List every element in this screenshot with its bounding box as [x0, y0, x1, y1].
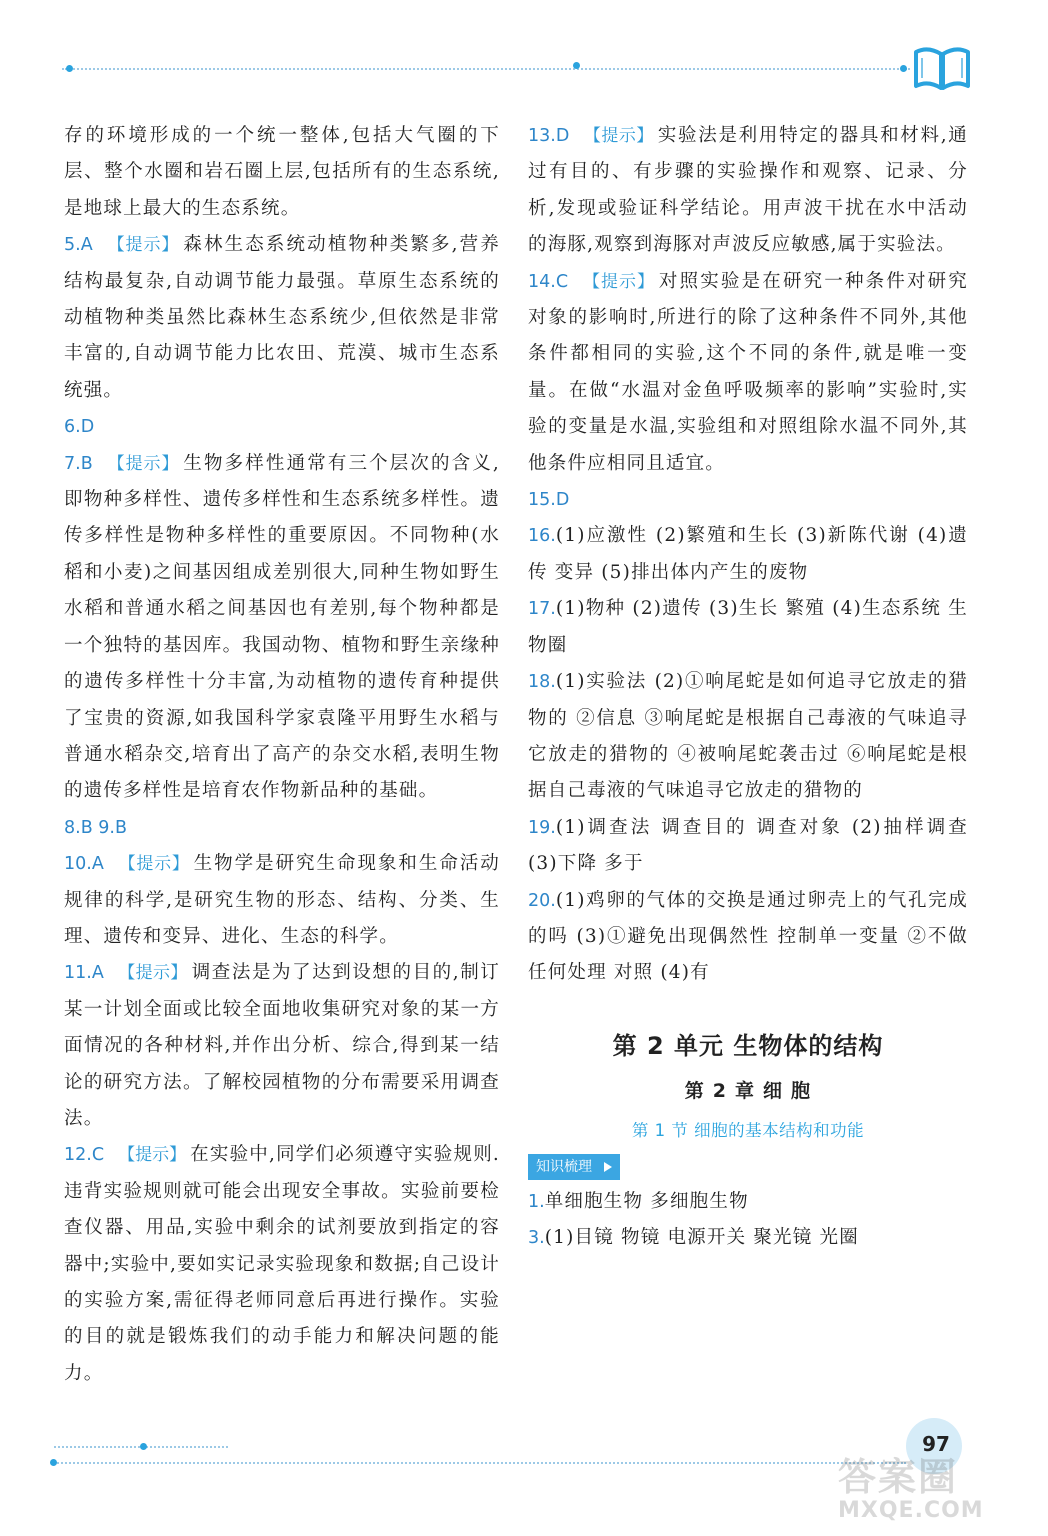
answer-item — [528, 264, 968, 482]
watermark-bottom: MXQE.COM — [838, 1498, 984, 1523]
header-rule — [62, 68, 910, 70]
knowledge-badge — [528, 1154, 620, 1180]
header-dot — [66, 65, 73, 72]
question-number: 8.B 9.B — [64, 817, 127, 838]
question-number: 17. — [528, 599, 556, 620]
left-answer-column — [64, 118, 500, 1392]
play-triangle-icon — [604, 1162, 612, 1172]
hint-label: 【提示】 — [583, 126, 654, 146]
question-number: 13.D — [528, 126, 570, 146]
answer-text: 森林生态系统动植物种类繁多,营养结构最复杂,自动调节能力最强。草原生态系统的动植物种类虽然比森林生态系统少,但依然是非常丰富的,自动调节能力比农田、荒漠、城市生态系统强。 — [64, 234, 500, 401]
answer-item — [528, 1220, 968, 1256]
answer-text: 对照实验是在研究一种条件对研究对象的影响时,所进行的除了这种条件不同外,其他条件都相同的实验,这个不同的条件,就是唯一变量。在做“水温对金鱼呼吸频率的影响”实验时,实验的变量是水温,实验组和对照组除水温不同外,其他条件应相同且适宜。 — [528, 270, 968, 474]
answer-item — [64, 118, 500, 227]
question-number: 1. — [528, 1191, 545, 1212]
answer-item — [64, 409, 500, 445]
knowledge-badge-label: 知识梳理 — [536, 1158, 592, 1175]
answer-item — [528, 664, 968, 810]
answer-item — [528, 883, 968, 992]
header-dot — [900, 65, 907, 72]
answer-item — [64, 846, 500, 955]
question-number: 3. — [528, 1228, 545, 1249]
footer-dot — [50, 1459, 57, 1466]
answer-text: 单细胞生物 多细胞生物 — [544, 1190, 749, 1212]
answer-text: (1)鸡卵的气体的交换是通过卵壳上的气孔完成的吗 (3)①避免出现偶然性 控制单一变量 ②不做任何处理 对照 (4)有 — [528, 889, 968, 984]
answer-text: 实验法是利用特定的器具和材料,通过有目的、有步骤的实验操作和观察、记录、分析,发现或验证科学结论。用声波干扰在水中活动的海豚,观察到海豚对声波反应敏感,属于实验法。 — [528, 125, 968, 256]
hint-label: 【提示】 — [106, 453, 180, 474]
right-answer-list — [528, 118, 968, 992]
answer-text: 在实验中,同学们必须遵守实验规则.违背实验规则就可能会出现安全事故。实验前要检查仪器、用品,实验中剩余的试剂要放到指定的容器中;实验中,要如实记录实验现象和数据;自己设计的实验方案,需征得老师同意后再进行操作。实验的目的就是锻炼我们的动手能力和解决问题的能力。 — [64, 1144, 501, 1384]
hint-label: 【提示】 — [117, 963, 188, 984]
question-number: 6.D — [64, 417, 95, 438]
footer-rule — [54, 1462, 906, 1464]
question-number: 10.A — [64, 854, 104, 875]
answer-item — [64, 810, 500, 846]
answer-text: 存的环境形成的一个统一整体,包括大气圈的下层、整个水圈和岩石圈上层,包括所有的生态系统,是地球上最大的生态系统。 — [64, 125, 500, 219]
answer-item — [64, 955, 500, 1137]
answer-text: 调查法是为了达到设想的目的,制订某一计划全面或比较全面地收集研究对象的某一方面情况的各种材料,并作出分析、综合,得到某一结论的研究方法。了解校园植物的分布需要采用调查法。 — [64, 962, 500, 1129]
answer-text: (1)调查法 调查目的 调查对象 (2)抽样调查 (3)下降 多于 — [528, 816, 968, 875]
question-number: 19. — [528, 817, 556, 838]
hint-label: 【提示】 — [582, 271, 655, 292]
watermark-logo — [838, 1456, 1038, 1528]
watermark-top: 答案圈 — [838, 1455, 959, 1499]
knowledge-list — [528, 1184, 968, 1257]
answer-item — [528, 118, 968, 264]
hint-label: 【提示】 — [118, 1145, 187, 1166]
answer-item — [528, 518, 968, 591]
answer-item — [64, 1137, 500, 1392]
question-number: 16. — [528, 526, 556, 547]
answer-text: (1)物种 (2)遗传 (3)生长 繁殖 (4)生态系统 生物圈 — [528, 598, 968, 656]
question-number: 14.C — [528, 271, 569, 292]
question-number: 5.A — [64, 235, 93, 256]
answer-text: 生物学是研究生命现象和生命活动规律的科学,是研究生物的形态、结构、分类、生理、遗传和变异、进化、生态的科学。 — [64, 853, 500, 947]
right-answer-column — [528, 118, 968, 1257]
question-number: 18. — [528, 672, 556, 693]
answer-text: (1)目镜 物镜 电源开关 聚光镜 光圈 — [544, 1227, 859, 1249]
header-dot — [573, 62, 580, 69]
answer-item — [528, 810, 968, 883]
answer-item — [64, 227, 500, 409]
answer-text: (1)实验法 (2)①响尾蛇是如何追寻它放走的猎物的 ②信息 ③响尾蛇是根据自己毒液的气味追寻它放走的猎物的 ④被响尾蛇袭击过 ⑥响尾蛇是根据自己毒液的气味追寻它放走的猎物的 — [528, 671, 968, 802]
hint-label: 【提示】 — [117, 854, 190, 875]
question-number: 15.D — [528, 490, 570, 511]
answer-item — [64, 446, 500, 810]
answer-item — [528, 1184, 968, 1220]
unit-title: 第 2 单元 生物体的结构 — [612, 1031, 884, 1060]
question-number: 12.C — [64, 1145, 105, 1166]
answer-text: (1)应激性 (2)繁殖和生长 (3)新陈代谢 (4)遗传 变异 (5)排出体内产生的废物 — [528, 525, 968, 583]
section-title: 第 1 节 细胞的基本结构和功能 — [631, 1120, 865, 1140]
question-number: 7.B — [64, 453, 93, 474]
chapter-title: 第 2 章 细 胞 — [684, 1079, 812, 1102]
answer-item — [528, 482, 968, 518]
answer-item — [528, 591, 968, 664]
question-number: 11.A — [64, 963, 104, 984]
open-book-icon — [910, 44, 974, 92]
question-number: 20. — [528, 890, 556, 911]
page-number: 97 — [922, 1432, 950, 1456]
answer-text: 生物多样性通常有三个层次的含义,即物种多样性、遗传多样性和生态系统多样性。遗传多样性是物种多样性的重要原因。不同物种(水稻和小麦)之间基因组成差别很大,同种生物如野生水稻和普通水稻之间基因也有差别,每个物种都是一个独特的基因库。我国动物、植物和野生亲缘种的遗传多样性十分丰富,为动植物的遗传育种提供了宝贵的资源,如我国科学家袁隆平用野生水稻与普通水稻杂交,培育出了高产的杂交水稻,表明生物的遗传多样性是培育农作物新品种的基础。 — [64, 452, 500, 802]
hint-label: 【提示】 — [106, 235, 180, 256]
footer-dot — [140, 1443, 147, 1450]
